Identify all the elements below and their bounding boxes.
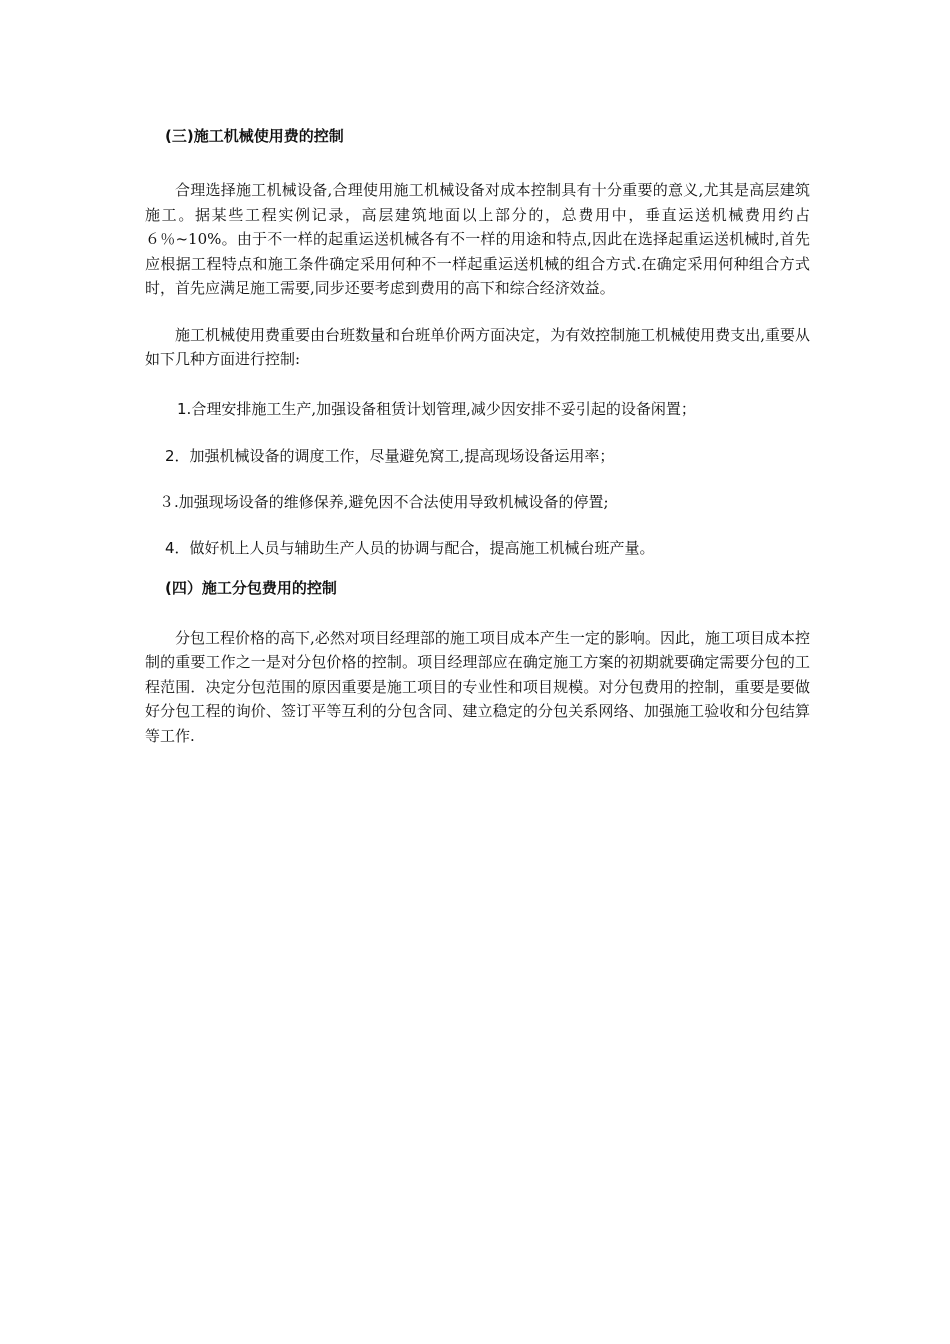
list-item-text: ．加强机械设备的调度工作，尽量避免窝工,提高现场设备运用率；: [174, 446, 615, 465]
document-body: [145, 120, 810, 748]
list-item-text: .加强现场设备的维修保养,避免因不合法使用导致机械设备的停置;: [174, 492, 609, 511]
list-item: [145, 397, 810, 421]
list-item-number: ３: [159, 492, 175, 511]
section-heading-subcontract: (四）施工分包费用的控制: [165, 578, 337, 597]
list-item-number: 2: [165, 446, 175, 465]
list-item-text: .合理安排施工生产,加强设备租赁计划管理,减少因安排不妥引起的设备闲置；: [186, 399, 696, 418]
list-item-text: ．做好机上人员与辅助生产人员的协调与配合，提高施工机械台班产量。: [174, 538, 655, 557]
list-item: [145, 490, 810, 514]
list-item-number: 1: [177, 399, 187, 418]
paragraph-machinery-cost: 施工机械使用费重要由台班数量和台班单价两方面决定，为有效控制施工机械使用费支出,重要从如下几种方面进行控制:: [145, 325, 810, 368]
list-item: [145, 536, 810, 560]
paragraph-machinery-selection: 合理选择施工机械设备,合理使用施工机械设备对成本控制具有十分重要的意义,尤其是高层建筑施工。据某些工程实例记录，高层建筑地面以上部分的，总费用中，垂直运送机械费用约占６％~10%。由于不一样的起重运送机械各有不一样的用途和特点,因此在选择起重运送机械时,首先应根据工程特点和施工条件确定采用何种不一样起重运送机械的组合方式.在确定采用何种组合方式时，首先应满足施工需要,同步还要考虑到费用的高下和综合经济效益。: [145, 181, 810, 297]
list-item-number: 4: [165, 538, 175, 557]
section-heading-machinery: (三)施工机械使用费的控制: [165, 127, 344, 145]
list-item: [145, 444, 810, 468]
paragraph-subcontract-cost: 分包工程价格的高下,必然对项目经理部的施工项目成本产生一定的影响。因此，施工项目成本控制的重要工作之一是对分包价格的控制。项目经理部应在确定施工方案的初期就要确定需要分包的工程范围．决定分包范围的原因重要是施工项目的专业性和项目规模。对分包费用的控制，重要是要做好分包工程的询价、签订平等互利的分包含同、建立稳定的分包关系网络、加强施工验收和分包结算等工作.: [145, 628, 810, 745]
